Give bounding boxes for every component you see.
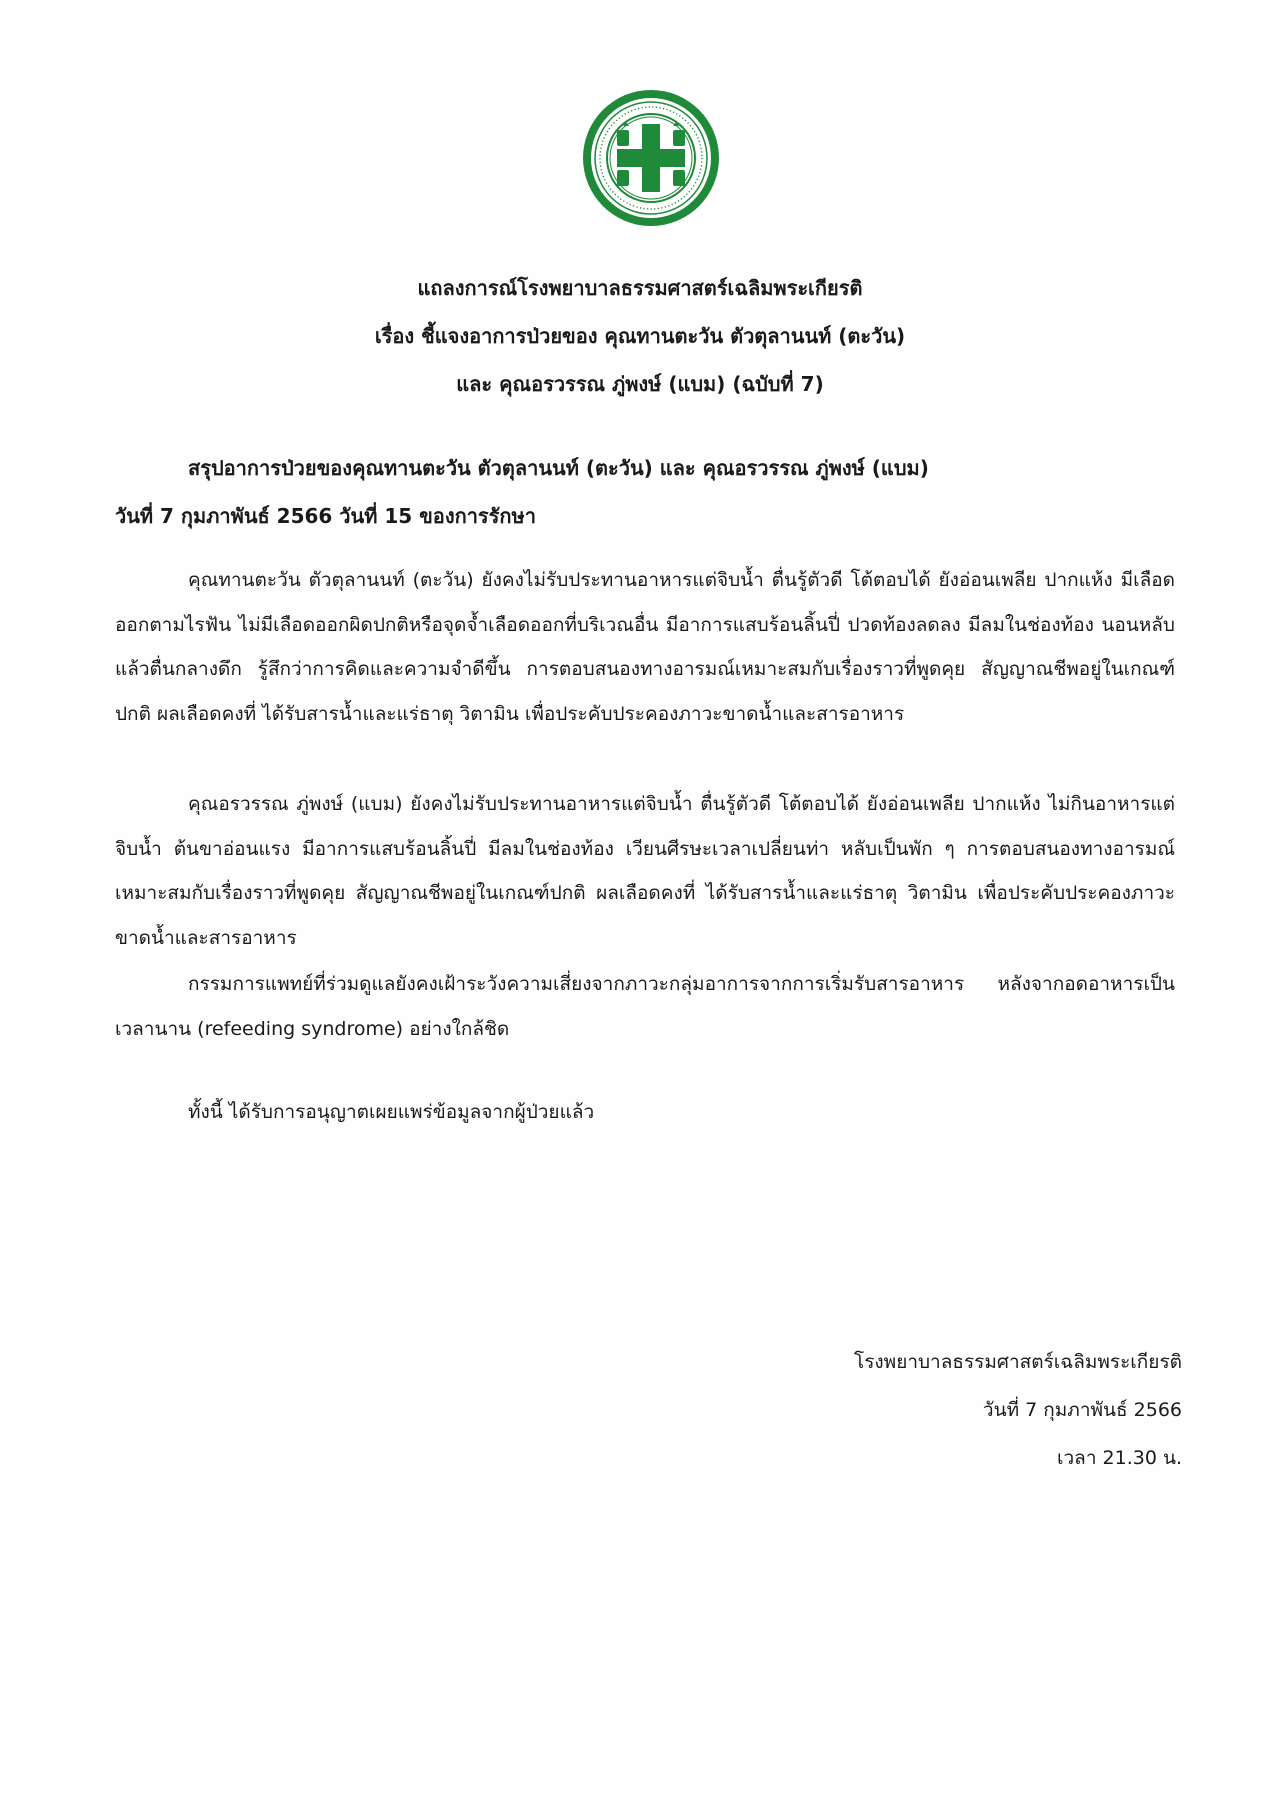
paragraph-patient-2: คุณอรวรรณ ภู่พงษ์ (แบม) ยังคงไม่รับประทานอาหารแต่จิบน้ำ ตื่นรู้ตัวดี โต้ตอบได้ ยังอ่อนเพลีย ปากแห้ง ไม่กินอาหารแต่จิบน้ำ ต้นขาอ่อนแรง มีอาการแสบร้อนลิ้นปี่ มีลมในช่องท้อง เวียนศีรษะเวลาเปลี่ยนท่า หลับเป็นพัก ๆ การตอบสนองทางอารมณ์เหมาะสมกับเรื่องราวที่พูดคุย สัญญาณชีพอยู่ในเกณฑ์ปกติ ผลเลือดคงที่ ได้รับสารน้ำและแร่ธาตุ วิตามิน เพื่อประคับประคองภาวะขาดน้ำและสารอาหาร <box>115 793 1175 949</box>
signature-time: เวลา 21.30 น. <box>1057 1447 1182 1469</box>
statement-subject: เรื่อง ชี้แจงอาการป่วยของ คุณทานตะวัน ตัวตุลานนท์ (ตะวัน) <box>374 324 906 348</box>
statement-title: แถลงการณ์โรงพยาบาลธรรมศาสตร์เฉลิมพระเกียรติ <box>417 276 863 300</box>
paragraph-consent: ทั้งนี้ ได้รับการอนุญาตเผยแพร่ข้อมูลจากผู้ป่วยแล้ว <box>188 1101 595 1123</box>
summary-date: วันที่ 7 กุมภาพันธ์ 2566 วันที่ 15 ของการรักษา <box>115 504 536 528</box>
signature-organization: โรงพยาบาลธรรมศาสตร์เฉลิมพระเกียรติ <box>853 1351 1182 1373</box>
paragraph-medical-committee: กรรมการแพทย์ที่ร่วมดูแลยังคงเฝ้าระวังความเสี่ยงจากภาวะกลุ่มอาการจากการเริ่มรับสารอาหาร หลังจากอดอาหารเป็นเวลานาน (refeeding syndrome) อย่างใกล้ชิด <box>115 973 1175 1040</box>
summary-heading: สรุปอาการป่วยของคุณทานตะวัน ตัวตุลานนท์ (ตะวัน) และ คุณอรวรรณ ภู่พงษ์ (แบม) <box>188 456 929 480</box>
paragraph-patient-1: คุณทานตะวัน ตัวตุลานนท์ (ตะวัน) ยังคงไม่รับประทานอาหารแต่จิบน้ำ ตื่นรู้ตัวดี โต้ตอบได้ ยังอ่อนเพลีย ปากแห้ง มีเลือดออกตามไรฟัน ไม่มีเลือดออกผิดปกติหรือจุดจ้ำเลือดออกที่บริเวณอื่น มีอาการแสบร้อนลิ้นปี่ ปวดท้องลดลง มีลมในช่องท้อง นอนหลับแล้วตื่นกลางดึก รู้สึกว่าการคิดและความจำดีขึ้น การตอบสนองทางอารมณ์เหมาะสมกับเรื่องราวที่พูดคุย สัญญาณชีพอยู่ในเกณฑ์ปกติ ผลเลือดคงที่ ได้รับสารน้ำและแร่ธาตุ วิตามิน เพื่อประคับประคองภาวะขาดน้ำและสารอาหาร <box>115 569 1175 725</box>
signature-date: วันที่ 7 กุมภาพันธ์ 2566 <box>982 1399 1182 1421</box>
statement-subject-continued: และ คุณอรวรรณ ภู่พงษ์ (แบม) (ฉบับที่ 7) <box>456 372 824 396</box>
hospital-seal-icon <box>581 88 721 228</box>
